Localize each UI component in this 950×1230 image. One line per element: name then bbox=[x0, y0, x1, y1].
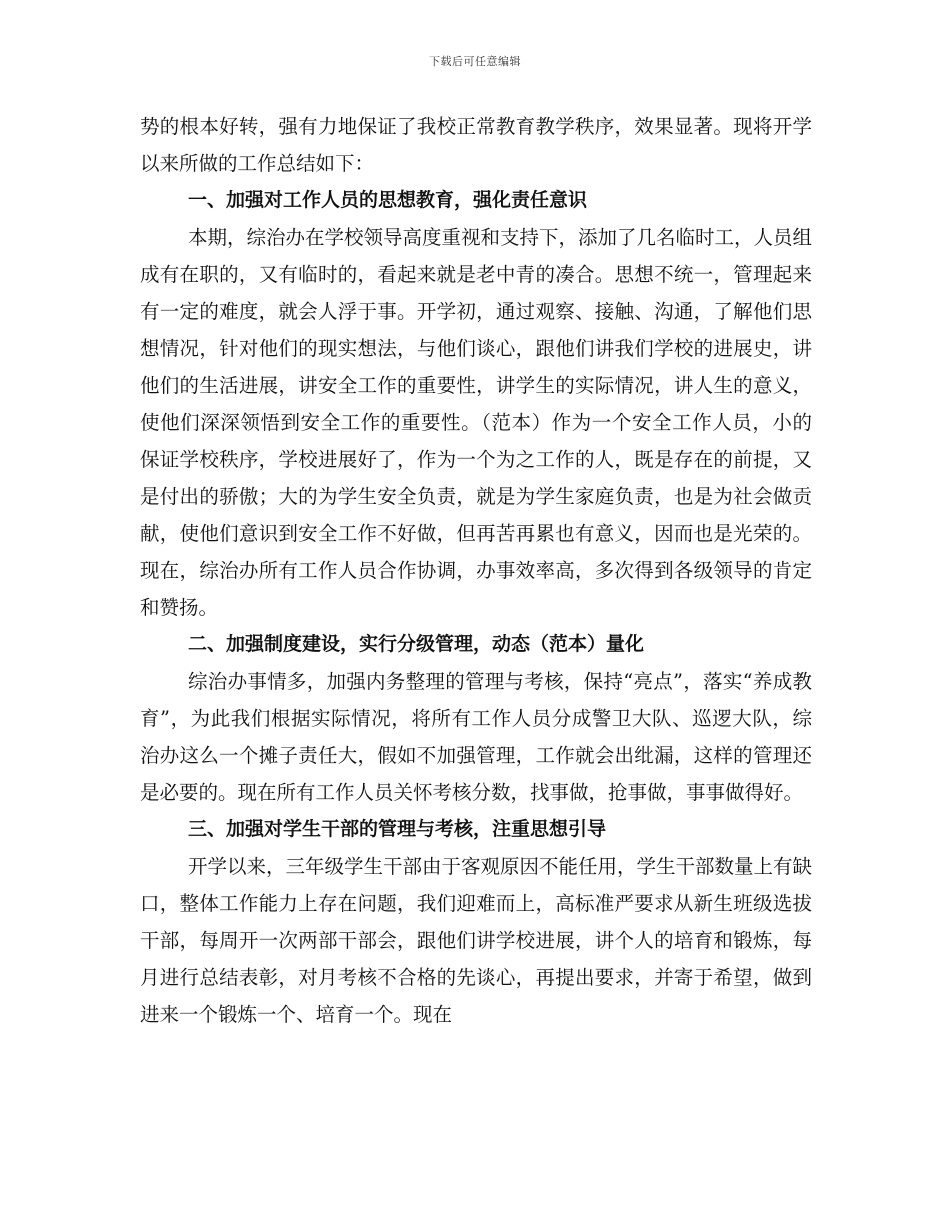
paragraph-intro: 势的根本好转，强有力地保证了我校正常教育教学秩序，效果显著。现将开学以来所做的工作总结如下： bbox=[140, 115, 812, 175]
section-heading-2: 二、加强制度建设，实行分级管理，动态（范本）量化 bbox=[188, 633, 645, 655]
page-header: 下载后可任意编辑 bbox=[429, 55, 521, 68]
document-body bbox=[140, 108, 812, 1033]
section-heading-1: 一、加强对工作人员的思想教育，强化责任意识 bbox=[188, 189, 588, 211]
paragraph-section-2: 综治办事情多，加强内务整理的管理与考核，保持“亮点”，落实“养成教育”，为此我们根据实际情况，将所有工作人员分成警卫大队、巡逻大队，综治办这么一个摊子责任大，假如不加强管理，工作就会出纰漏，这样的管理还是必要的。现在所有工作人员关怀考核分数，找事做，抢事做，事事做得好。 bbox=[140, 670, 812, 804]
paragraph-section-3: 开学以来，三年级学生干部由于客观原因不能任用，学生干部数量上有缺口，整体工作能力上存在问题，我们迎难而上，高标准严要求从新生班级选拔干部，每周开一次两部干部会，跟他们讲学校进展，讲个人的培育和锻炼，每月进行总结表彰，对月考核不合格的先谈心，再提出要求，并寄于希望，做到进来一个锻炼一个、培育一个。现在 bbox=[140, 855, 813, 1026]
section-heading-3: 三、加强对学生干部的管理与考核，注重思想引导 bbox=[188, 818, 607, 840]
paragraph-section-1: 本期，综治办在学校领导高度重视和支持下，添加了几名临时工，人员组成有在职的，又有临时的，看起来就是老中青的凑合。思想不统一，管理起来有一定的难度，就会人浮于事。开学初，通过观察、接触、沟通，了解他们思想情况，针对他们的现实想法，与他们谈心，跟他们讲我们学校的进展史，讲他们的生活进展，讲安全工作的重要性，讲学生的实际情况，讲人生的意义，使他们深深领悟到安全工作的重要性。（范本）作为一个安全工作人员，小的保证学校秩序，学校进展好了，作为一个为之工作的人，既是存在的前提，又是付出的骄傲；大的为学生安全负责，就是为学生家庭负责，也是为社会做贡献，使他们意识到安全工作不好做，但再苦再累也有意义，因而也是光荣的。现在，综治办所有工作人员合作协调，办事效率高，多次得到各级领导的肯定和赞扬。 bbox=[140, 226, 813, 619]
